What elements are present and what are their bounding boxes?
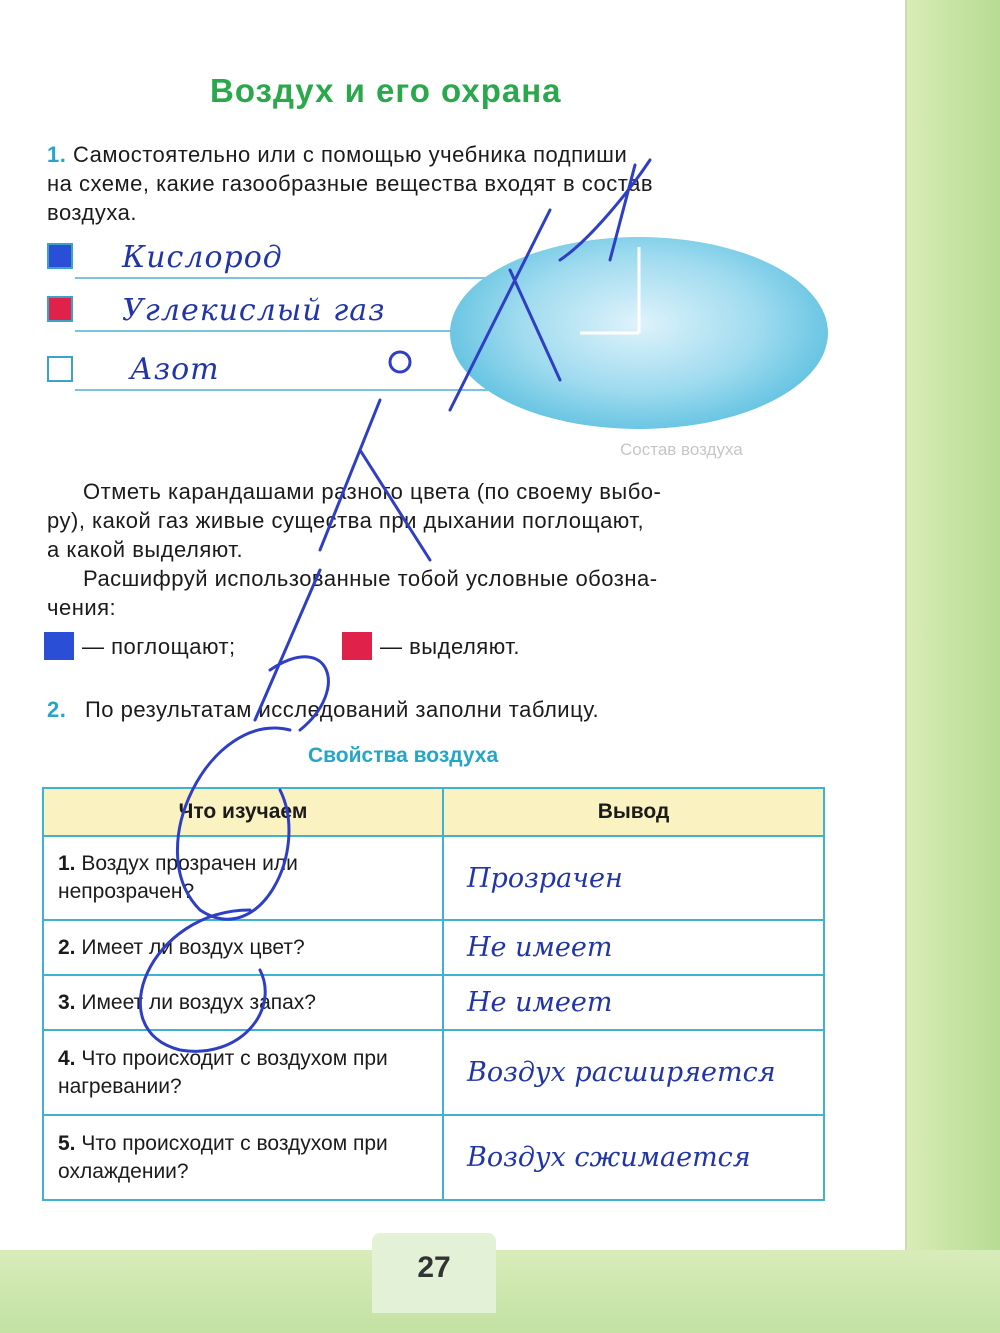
handwritten-answer: Воздух расширяется [467,1057,776,1088]
question-text: Что происходит с воздухом при нагревании? [58,1046,388,1098]
handwritten-answer: Воздух сжимается [467,1142,751,1173]
question-cell [43,1030,443,1115]
table-row [43,975,824,1030]
answer-cell [443,975,824,1030]
handwritten-answer: Не имеет [467,987,613,1018]
task1-line-2: на схеме, какие газообразные вещества входят в состав [47,171,654,196]
decode-line-2: чения: [47,595,117,620]
answer-gas-2: Углекислый газ [122,293,386,328]
question-text: Что происходит с воздухом при охлаждении? [58,1131,388,1183]
answer-cell [443,1115,824,1200]
air-composition-diagram [450,237,828,429]
question-cell [43,1115,443,1200]
properties-table [42,787,825,1201]
decode-instructions [47,564,847,622]
task2-number: 2. [47,697,67,722]
answer-gas-1: Кислород [122,240,283,275]
question-cell [43,975,443,1030]
decode-line-1: Расшифруй использованные тобой условные обозна- [83,566,658,591]
header-what: Что изучаем [43,788,443,836]
mark-line-3: а какой выделяют. [47,537,244,562]
page-number: 27 [372,1233,496,1313]
gas-color-box-1 [47,243,73,269]
answer-cell [443,1030,824,1115]
question-number: 4. [58,1046,76,1070]
task1-line-3: воздуха. [47,200,137,225]
task2-text [47,695,847,724]
mark-line-2: ру), какой газ живые существа при дыхании поглощают, [47,508,645,533]
green-margin-bottom [0,1250,1000,1333]
mark-line-1: Отметь карандашами разного цвета (по своему выбо- [83,479,662,504]
table-row [43,920,824,975]
table-row [43,836,824,920]
legend-absorb-swatch [44,632,74,660]
table-row [43,1030,824,1115]
mark-instructions [47,477,847,564]
task1-number: 1. [47,142,67,167]
question-cell [43,836,443,920]
answer-cell [443,920,824,975]
diagram-sector-lines [450,237,828,429]
question-number: 2. [58,935,76,959]
table-title: Свойства воздуха [308,744,499,767]
handwritten-answer: Прозрачен [467,862,623,894]
header-conclusion: Вывод [443,788,824,836]
question-number: 1. [58,852,76,875]
question-text: Воздух прозрачен или непрозрачен? [58,852,298,903]
legend-release-swatch [342,632,372,660]
question-text: Имеет ли воздух запах? [81,990,316,1014]
legend-release-label: — выделяют. [380,634,520,659]
question-number: 5. [58,1131,76,1155]
gas-color-box-3 [47,356,73,382]
table-header-row [43,788,824,836]
task2-instruction: По результатам исследований заполни таблицу. [84,697,600,722]
handwritten-answer: Не имеет [467,932,613,963]
table-row [43,1115,824,1200]
task1-text [47,140,847,227]
task1-line-1: Самостоятельно или с помощью учебника подпиши [72,142,628,167]
green-margin-right [905,0,1000,1333]
answer-gas-3: Азот [130,352,220,387]
question-text: Имеет ли воздух цвет? [81,935,305,959]
question-cell [43,920,443,975]
diagram-caption: Состав воздуха [620,440,743,459]
question-number: 3. [58,990,76,1014]
gas-color-box-2 [47,296,73,322]
page-title: Воздух и его охрана [210,72,562,109]
legend-absorb-label: — поглощают; [82,634,236,659]
answer-cell [443,836,824,920]
